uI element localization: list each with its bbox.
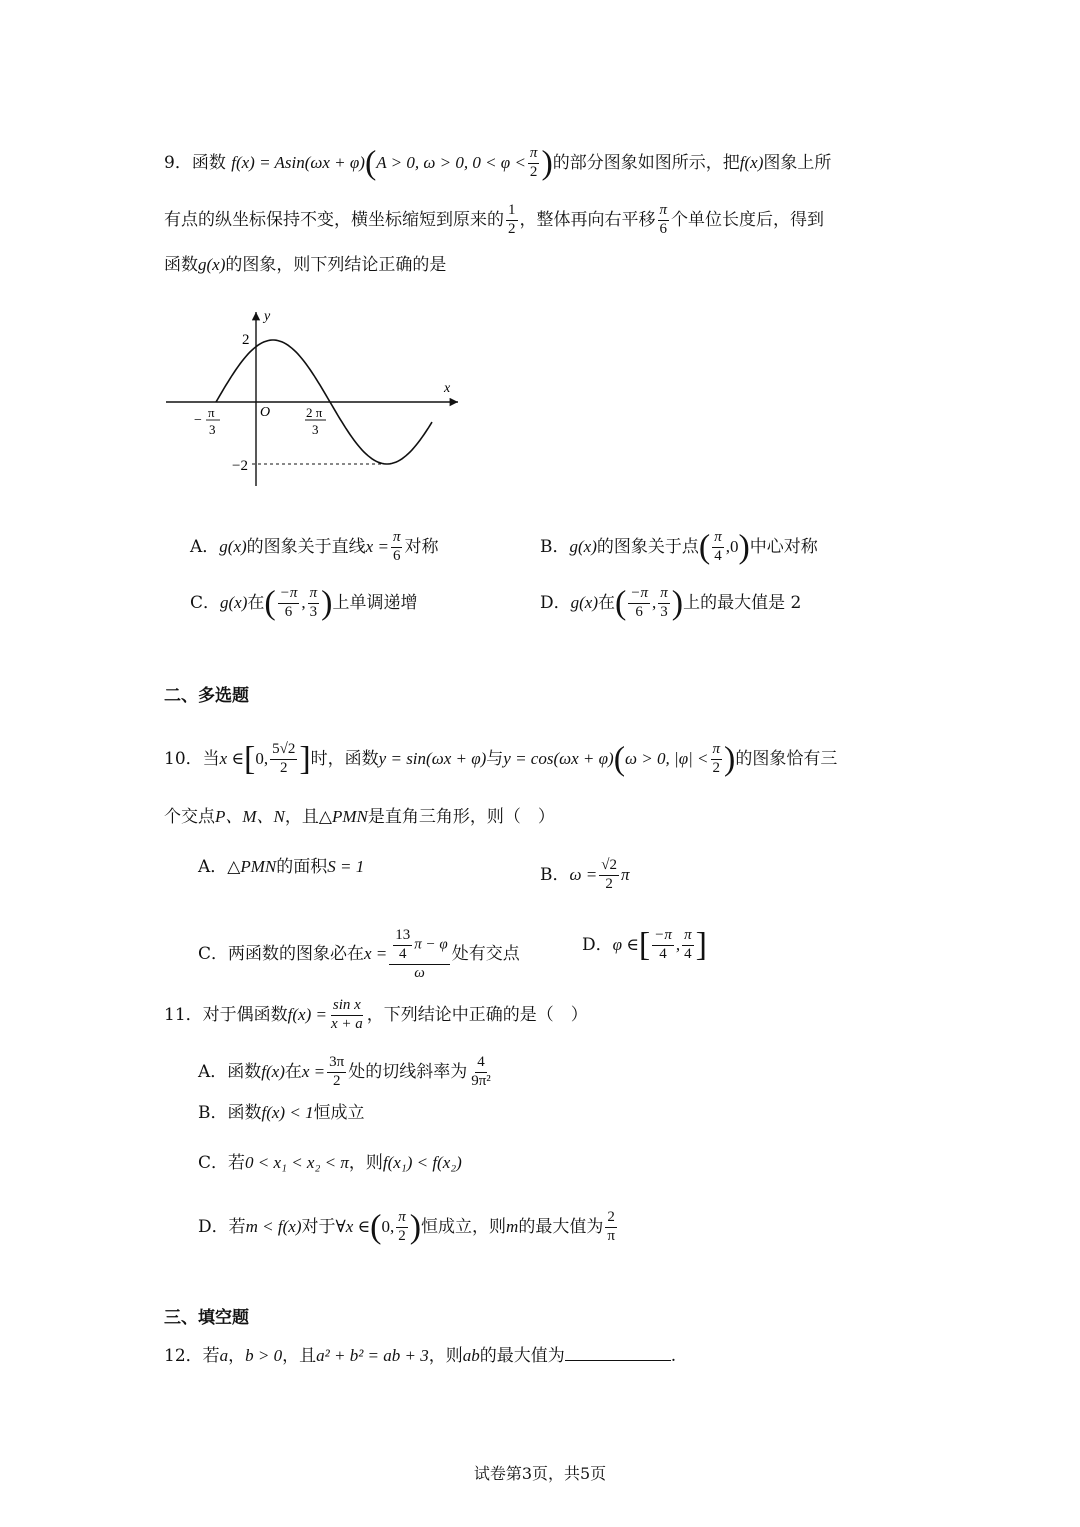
q11-number: 11． bbox=[164, 1004, 203, 1025]
origin-label: O bbox=[260, 405, 271, 420]
q12-answer-blank[interactable] bbox=[565, 1346, 671, 1361]
q12-line-1: 12．若a，b > 0，且a² + b² = ab + 3，则ab的最大值为 . bbox=[164, 1346, 677, 1366]
y-min-label: −2 bbox=[232, 458, 248, 474]
y-max-label: 2 bbox=[242, 332, 250, 348]
q11-option-a[interactable]: A．函数f(x)在x = $\frac{3\pi}{2}$ 处的切线斜率为 $\frac{4}{\text{9π²}}$ bbox=[198, 1054, 491, 1089]
right-zero-den: 3 bbox=[312, 422, 319, 437]
page-footer: 试卷第3页，共5页 bbox=[473, 1464, 607, 1483]
q12-number: 12． bbox=[164, 1346, 203, 1366]
q9-pi-over-2: $\frac{\pi}{2}$ bbox=[529, 145, 538, 180]
q11-option-b[interactable]: B．函数f(x) < 1恒成立 bbox=[198, 1103, 365, 1123]
svg-text:−: − bbox=[194, 413, 202, 428]
y-label: y bbox=[264, 309, 271, 324]
q9-option-b[interactable]: B．g(x)的图象关于点( $\frac{\pi}{4}$ ,0)中心对称 bbox=[540, 528, 818, 566]
right-zero-num: 2 π bbox=[306, 405, 323, 420]
q9-option-c[interactable]: C．g(x)在( $\frac{-\pi}{6}$ , $\frac{\pi}{3}$ )上单调递增 bbox=[190, 584, 418, 622]
x-label: x bbox=[444, 381, 451, 396]
sine-graph-figure bbox=[160, 304, 470, 494]
section-heading-fill-in: 三、填空题 bbox=[164, 1308, 249, 1328]
q9-line-2: 有点的纵坐标保持不变，横坐标缩短到原来的 $\frac{1}{2}$ ，整体再向右平移 $\frac{\pi}{6}$ 个单位长度后，得到 bbox=[164, 202, 825, 237]
q11-option-c[interactable]: C．若0 < x₁ < x₂ < π，则f(x₁) < f(x₂) bbox=[198, 1153, 462, 1173]
q9-option-a[interactable]: A．g(x)的图象关于直线x = $\frac{\pi}{6}$ 对称 bbox=[190, 529, 439, 564]
q11-option-d[interactable]: D．若m < f(x)对于∀x ∈(0, $\frac{\pi}{2}$ )恒成立，则m的最大值为 $\frac{2}{\pi}$ bbox=[198, 1208, 615, 1246]
q9-function: f(x) = Asin(ωx + φ) bbox=[231, 152, 365, 172]
q10-line-1: 10．当x ∈[0, $\frac{5√2}{2}$ ]时，函数y = sin(ωx + φ)与y = cos(ωx + φ)(ω > 0, |φ| < $\frac{\pi}{2}$ )的图象恰有三 bbox=[164, 740, 838, 778]
q9-line-3: 函数g(x)的图象，则下列结论正确的是 bbox=[164, 255, 447, 275]
section-heading-multi-choice: 二、多选题 bbox=[164, 686, 249, 706]
left-zero-den: 3 bbox=[209, 422, 216, 437]
q10-option-c[interactable]: C．两函数的图象必在x = $\frac{13}{4}$ π − φ ω 处有交点 bbox=[198, 927, 520, 981]
q10-option-d[interactable]: D．φ ∈[ $\frac{-\pi}{4}$ , $\frac{\pi}{4}$ ] bbox=[582, 926, 707, 964]
q9-option-d[interactable]: D．g(x)在( $\frac{-\pi}{6}$ , $\frac{\pi}{3}$ )上的最大值是 2 bbox=[540, 584, 802, 622]
q10-line-2: 个交点P、M、N，且△PMN是直角三角形，则（ ） bbox=[164, 807, 555, 827]
left-zero-num: π bbox=[208, 405, 215, 420]
q10-option-b[interactable]: B．ω = $\frac{√2}{2}$ π bbox=[540, 857, 630, 892]
q11-line-1: 11．对于偶函数f(x) = $\frac{\text{sin x}}{x + a}$ ，下列结论中正确的是（ ） bbox=[164, 997, 588, 1032]
q10-option-a[interactable]: A．△PMN的面积S = 1 bbox=[198, 857, 365, 877]
q10-number: 10． bbox=[164, 748, 203, 769]
q9-line-1: 9．函数 f(x) = Asin(ωx + φ)(A > 0, ω > 0, 0 < φ < $\frac{\pi}{2}$ )的部分图象如图所示，把f(x)图象上所 bbox=[164, 144, 832, 182]
q9-number: 9． bbox=[164, 152, 192, 173]
